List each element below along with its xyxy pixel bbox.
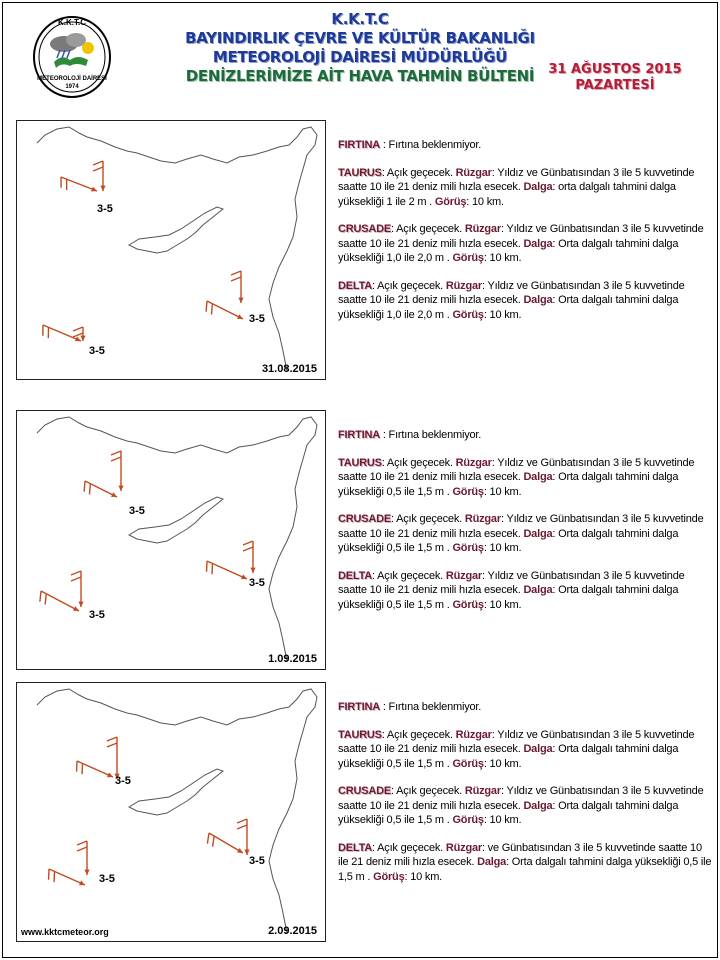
wind-speed-label: 3-5 <box>249 855 265 867</box>
wind-barb <box>107 737 120 779</box>
wave-text: : Orta dalgalı tahmini dalga yüksekliği 0,5 ile 1,5 m . <box>338 799 679 826</box>
visibility-key: Görüş <box>434 195 467 208</box>
logo-top-text: K.K.T.C <box>58 18 86 27</box>
wind-speed-label: 3-5 <box>115 775 131 787</box>
storm-key: FIRTINA <box>338 429 380 441</box>
map-date: 1.09.2015 <box>268 653 317 665</box>
wave-text: : orta dalgalı tahmini dalga yüksekliği 1 ile 2 m . <box>338 181 676 208</box>
storm-key: FIRTINA <box>338 701 380 713</box>
wind-barb <box>40 591 79 611</box>
website-link[interactable]: www.kktcmeteor.org <box>21 927 109 937</box>
wave-key: Dalga <box>477 856 507 868</box>
visibility-text: : 10 km. <box>483 542 522 554</box>
wind-speed-label: 3-5 <box>89 345 105 357</box>
header-date-block <box>530 62 700 94</box>
region-intro: : Açık geçecek. <box>391 223 465 235</box>
region-name: DELTA <box>338 569 373 582</box>
wind-barb <box>71 571 84 607</box>
logo-year: 1974 <box>65 84 79 90</box>
visibility-text: : 10 km. <box>483 814 522 826</box>
wind-arrows <box>17 683 327 943</box>
wind-barb <box>84 481 117 497</box>
wind-text: : Yıldız ve Günbatısından 3 ile 5 kuvvetinde saatte 10 ile 21 deniz mili hızla esecek. <box>338 728 695 755</box>
wind-key: Rüzgar <box>464 223 501 235</box>
forecast-text-1 <box>338 138 714 335</box>
map-date: 31.08.2015 <box>261 363 317 375</box>
region-intro: : Açık geçecek. <box>372 569 446 582</box>
visibility-text: : 10 km. <box>483 308 522 321</box>
wind-barb <box>231 271 244 303</box>
wind-barb <box>49 869 85 885</box>
wind-key: Rüzgar <box>445 569 482 582</box>
forecast-text-3 <box>338 700 714 897</box>
wave-text: : Orta dalgalı tahmini dalga yüksekliği 0,5 ile 1,5 m . <box>338 856 712 883</box>
wave-key: Dalga <box>523 471 553 483</box>
wind-barb <box>77 761 113 777</box>
region-intro: : Açık geçecek. <box>372 841 446 854</box>
wind-barb <box>207 833 243 853</box>
wind-key: Rüzgar <box>455 456 492 469</box>
wind-key: Rüzgar <box>455 166 492 179</box>
forecast-text-2 <box>338 428 714 625</box>
wind-speed-label: 3-5 <box>249 577 265 589</box>
wind-key: Rüzgar <box>464 785 501 797</box>
header-ministry: BAYINDIRLIK ÇEVRE VE KÜLTÜR BAKANLIĞI <box>185 29 535 47</box>
wave-key: Dalga <box>523 294 553 306</box>
logo-ring-text: METEOROLOJİ DAİRESİ <box>37 76 107 82</box>
wind-text: : ve Günbatısından 3 ile 5 kuvvetinde saatte 10 ile 21 deniz mili hızla esecek. <box>338 841 702 868</box>
visibility-key: Görüş <box>452 252 484 264</box>
visibility-text: : 10 km. <box>483 757 522 770</box>
wind-text: : Yıldız ve Günbatısından 3 ile 5 kuvvetinde saatte 10 ile 21 deniz mili hızla esecek. <box>338 513 704 540</box>
wind-barb <box>207 561 247 579</box>
wind-barb <box>111 451 124 491</box>
header-abbr: K.K.T.C <box>331 10 389 28</box>
wind-barb <box>243 541 256 573</box>
visibility-key: Görüş <box>452 757 484 770</box>
region-intro: : Açık geçecek. <box>391 785 465 797</box>
region-intro: : Açık geçecek. <box>381 456 456 469</box>
wave-key: Dalga <box>523 584 553 596</box>
map-panel-3 <box>16 682 326 942</box>
wind-key: Rüzgar <box>464 513 501 525</box>
region-name: CRUSADE <box>338 223 391 235</box>
storm-text: : Fırtına beklenmiyor. <box>379 139 482 151</box>
visibility-key: Görüş <box>452 308 484 321</box>
visibility-text: : 10 km. <box>483 598 522 611</box>
wave-key: Dalga <box>523 237 553 250</box>
wind-barb <box>77 841 90 875</box>
wind-arrows <box>17 411 327 671</box>
visibility-text: : 10 km. <box>483 485 522 498</box>
region-intro: : Açık geçecek. <box>381 728 456 741</box>
region-name: TAURUS <box>338 456 382 469</box>
wave-key: Dalga <box>523 743 553 755</box>
map-panel-2 <box>16 410 326 670</box>
region-intro: : Açık geçecek. <box>381 166 456 179</box>
header-department: METEOROLOJİ DAİRESİ MÜDÜRLÜĞÜ <box>212 48 508 66</box>
wind-arrows <box>17 121 327 381</box>
wave-key: Dalga <box>523 181 553 193</box>
region-intro: : Açık geçecek. <box>372 279 446 292</box>
visibility-key: Görüş <box>452 542 484 554</box>
wave-text: : Orta dalgalı tahmini dalga yüksekliği 0,5 ile 1,5 m . <box>338 743 679 770</box>
wind-text: : Yıldız ve Günbatısından 3 ile 5 kuvvetinde saatte 10 ile 21 deniz mili hızla esecek. <box>338 569 685 596</box>
wave-key: Dalga <box>523 527 553 540</box>
storm-key: FIRTINA <box>338 139 380 151</box>
storm-text: : Fırtına beklenmiyor. <box>379 429 482 441</box>
wind-text: : Yıldız ve Günbatısından 3 ile 5 kuvvetinde saatte 10 ile 21 deniz mili hızla esecek. <box>338 456 695 483</box>
visibility-key: Görüş <box>452 485 484 498</box>
region-name: CRUSADE <box>338 785 391 797</box>
wave-text: : Orta dalgalı tahmini dalga yüksekliği 0,5 ile 1,5 m . <box>338 527 679 554</box>
wave-text: : Orta dalgalı tahmini dalga yüksekliği 1,0 ile 2,0 m . <box>338 237 679 264</box>
region-name: TAURUS <box>338 728 382 741</box>
header-weekday: PAZARTESİ <box>575 78 655 93</box>
wind-key: Rüzgar <box>445 841 482 854</box>
wind-speed-label: 3-5 <box>129 505 145 517</box>
region-name: TAURUS <box>338 166 382 179</box>
region-name: CRUSADE <box>338 513 391 525</box>
wind-text: : Yıldız ve Günbatısından 3 ile 5 kuvvetinde saatte 10 ile 21 deniz mili hızla esecek. <box>338 223 704 250</box>
visibility-key: Görüş <box>373 870 405 883</box>
wave-text: : Orta dalgalı tahmini dalga yüksekliği 0,5 ile 1,5 m . <box>338 471 679 498</box>
wind-barb <box>93 161 106 191</box>
header-bulletin: DENİZLERİMİZE AİT HAVA TAHMİN BÜLTENİ <box>185 67 535 85</box>
wave-text: : Orta dalgalı tahmini dalga yüksekliği 0,5 ile 1,5 m . <box>338 584 679 611</box>
wind-key: Rüzgar <box>455 728 492 741</box>
wind-speed-label: 3-5 <box>89 609 105 621</box>
map-date: 2.09.2015 <box>268 925 317 937</box>
wind-text: : Yıldız ve Günbatısından 3 ile 5 kuvvetinde saatte 10 ile 21 deniz mili hızla esecek. <box>338 279 685 306</box>
wind-barb <box>206 301 243 319</box>
wind-speed-label: 3-5 <box>249 313 265 325</box>
visibility-key: Görüş <box>452 598 484 611</box>
wind-speed-label: 3-5 <box>97 203 113 215</box>
wind-text: : Yıldız ve Günbatısından 3 ile 5 kuvvetinde saatte 10 ile 21 deniz mili hızla esecek. <box>338 166 695 193</box>
wind-barb <box>61 177 97 191</box>
map-panel-1 <box>16 120 326 380</box>
wind-barb <box>43 325 81 341</box>
wave-key: Dalga <box>523 799 553 812</box>
wind-text: : Yıldız ve Günbatısından 3 ile 5 kuvvetinde saatte 10 ile 21 deniz mili hızla esecek. <box>338 785 704 812</box>
visibility-text: : 10 km. <box>466 195 504 208</box>
header-date: 31 AĞUSTOS 2015 <box>548 62 682 77</box>
region-intro: : Açık geçecek. <box>391 513 465 525</box>
visibility-text: : 10 km. <box>404 870 443 883</box>
wave-text: : Orta dalgalı tahmini dalga yüksekliği 1,0 ile 2,0 m . <box>338 294 679 321</box>
wind-key: Rüzgar <box>445 279 482 292</box>
visibility-text: : 10 km. <box>483 252 522 264</box>
region-name: DELTA <box>338 279 373 292</box>
visibility-key: Görüş <box>452 814 484 826</box>
region-name: DELTA <box>338 841 373 854</box>
wind-speed-label: 3-5 <box>99 873 115 885</box>
storm-text: : Fırtına beklenmiyor. <box>379 701 482 713</box>
